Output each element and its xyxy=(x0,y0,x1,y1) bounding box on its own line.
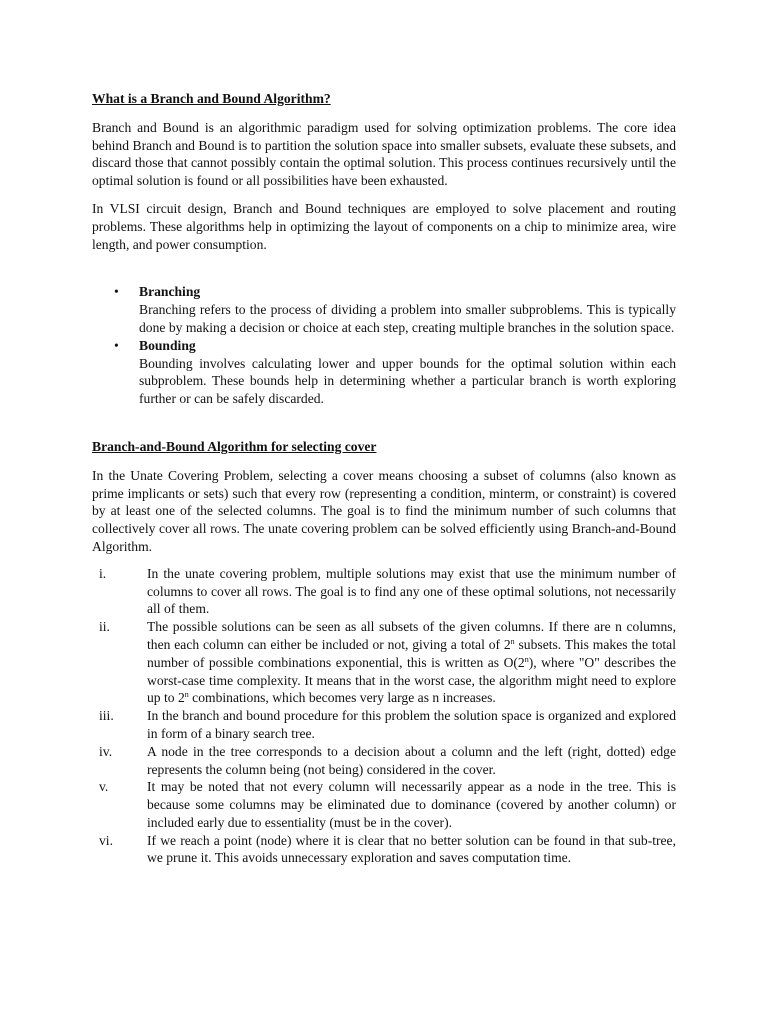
numbered-point-list xyxy=(92,565,676,868)
bullet-marker: • xyxy=(114,284,119,300)
bullet-title-bounding: Bounding xyxy=(139,337,196,353)
list-marker: ii. xyxy=(99,619,110,635)
list-item-text: ), where "O" describes the worst-case time complexity. It means that in the worst case, the algorithm might need to explore up to 2 xyxy=(147,654,677,706)
list-marker: v. xyxy=(99,779,109,795)
list-item-text: The possible solutions can be seen as all subsets of the given columns. If there are n columns, then each column can either be included or not, giving a total of 2 xyxy=(147,619,676,652)
list-item-text: In the branch and bound procedure for this problem the solution space is organized and explored in form of a binary search tree. xyxy=(147,708,676,741)
list-item-text: If we reach a point (node) where it is clear that no better solution can be found in that sub-tree, we prune it. This avoids unnecessary exploration and saves computation time. xyxy=(147,832,676,866)
superscript-n: n xyxy=(184,690,189,700)
superscript-n: n xyxy=(524,654,529,664)
superscript-n: n xyxy=(510,636,515,646)
list-item xyxy=(92,707,676,743)
paragraph-bnb-definition: Branch and Bound is an algorithmic paradigm used for solving optimization problems. The core idea behind Branch and Bound is to partition the solution space into smaller subsets, evaluate these subsets, and discard those that cannot possibly contain the optimal solution. This process continues recursively until the optimal solution is found or all possibilities have been exhausted. xyxy=(92,119,676,189)
list-item-text: A node in the tree corresponds to a decision about a column and the left (right, dotted) edge represents the column being (not being) considered in the cover. xyxy=(147,743,676,777)
paragraph-unate-covering: In the Unate Covering Problem, selecting a cover means choosing a subset of columns (also known as prime implicants or sets) such that every row (representing a condition, minterm, or constraint) is covered by at least one of the selected columns. The goal is to find the minimum number of such columns that collectively cover all rows. The unate covering problem can be solved efficiently using Branch-and-Bound Algorithm. xyxy=(92,467,676,554)
list-item-text: In the unate covering problem, multiple solutions may exist that use the minimum number of columns to cover all rows. The goal is to find any one of these optimal solutions, not necessarily all of them. xyxy=(147,565,676,617)
list-item-text: It may be noted that not every column will necessarily appear as a node in the tree. This is because some columns may be eliminated due to dominance (covered by another column) or included early due to essentiality (must be in the cover). xyxy=(147,779,676,830)
section-heading-what-is-bnb: What is a Branch and Bound Algorithm? xyxy=(92,91,331,106)
list-item xyxy=(92,618,676,707)
document-page xyxy=(92,90,676,867)
list-marker: iv. xyxy=(99,743,113,759)
list-item xyxy=(92,743,676,779)
concept-bullet-list xyxy=(92,283,676,408)
list-item xyxy=(92,778,676,831)
list-marker: i. xyxy=(99,565,107,581)
list-marker: iii. xyxy=(99,708,114,724)
list-item xyxy=(92,832,676,868)
bullet-item-branching xyxy=(92,283,676,336)
bullet-item-bounding xyxy=(92,337,676,408)
list-marker: vi. xyxy=(99,832,113,848)
bullet-text-branching: Branching refers to the process of dividing a problem into smaller subproblems. This is typically done by making a decision or choice at each step, creating multiple branches in the solution space. xyxy=(139,302,676,335)
section-heading-selecting-cover: Branch-and-Bound Algorithm for selecting cover xyxy=(92,438,377,454)
paragraph-vlsi-usage: In VLSI circuit design, Branch and Bound techniques are employed to solve placement and routing problems. These algorithms help in optimizing the layout of components on a chip to minimize area, wire length, and power consumption. xyxy=(92,200,676,252)
list-item-text: combinations, which becomes very large as n increases. xyxy=(188,690,496,706)
bullet-title-branching: Branching xyxy=(139,284,201,300)
bullet-marker: • xyxy=(114,337,119,353)
list-item-text: subsets. This makes the total number of possible combinations exponential, this is written as O(2 xyxy=(147,636,676,670)
list-item xyxy=(92,565,676,618)
bullet-text-bounding: Bounding involves calculating lower and upper bounds for the optimal solution within each subproblem. These bounds help in determining whether a particular branch is worth exploring further or can be safely discarded. xyxy=(139,355,676,407)
